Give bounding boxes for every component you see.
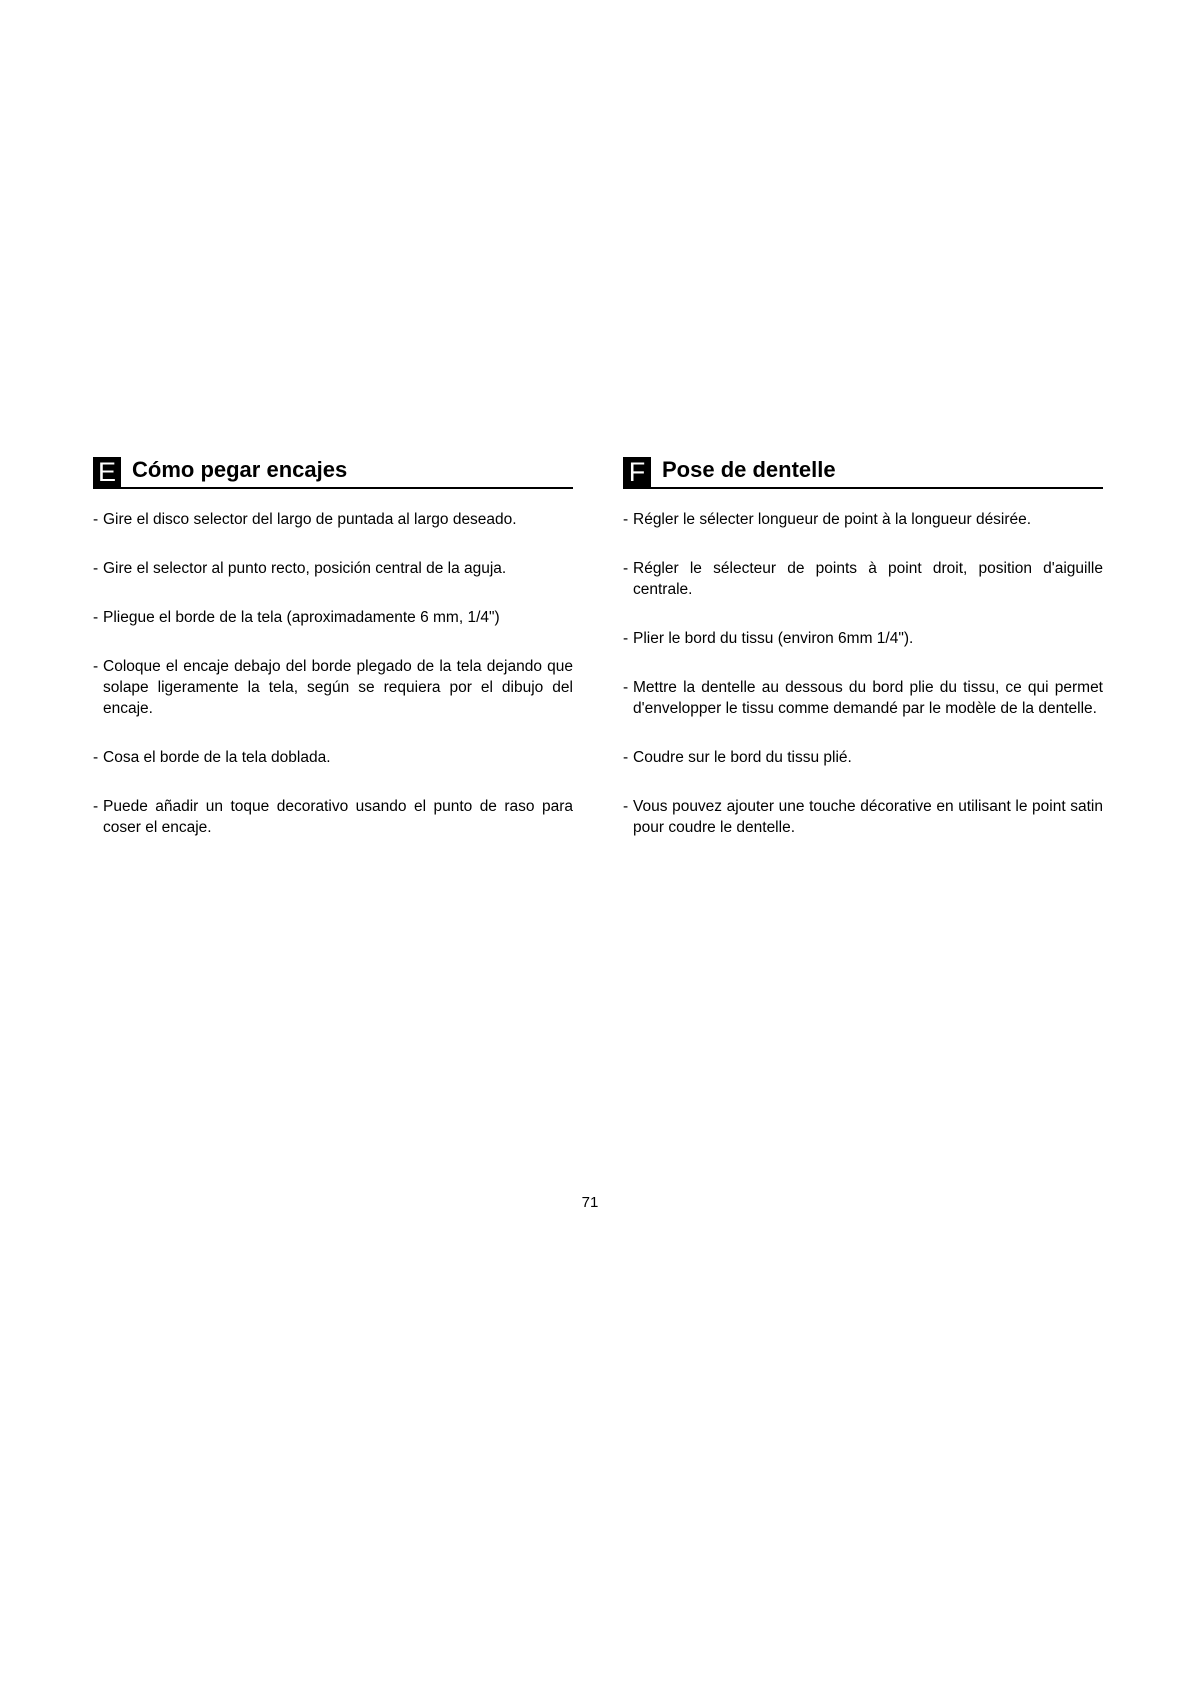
language-badge-e: E	[93, 457, 121, 487]
bullet-dash: -	[623, 630, 629, 647]
step-item	[623, 747, 1103, 768]
step-text: Gire el selector al punto recto, posición central de la aguja.	[103, 560, 507, 577]
section-header-spanish	[93, 457, 573, 489]
step-text: Gire el disco selector del largo de puntada al largo deseado.	[103, 511, 517, 528]
bullet-dash: -	[93, 609, 99, 626]
bullet-dash: -	[623, 679, 629, 696]
section-title-spanish: Cómo pegar encajes	[132, 457, 348, 482]
step-text: Régler le sélecteur de points à point droit, position d'aiguille centrale.	[633, 560, 1103, 598]
step-item	[93, 747, 573, 768]
step-text: Vous pouvez ajouter une touche décorative en utilisant le point satin pour coudre le dentelle.	[633, 798, 1103, 836]
step-item	[93, 509, 573, 530]
step-item	[623, 509, 1103, 530]
section-french	[623, 457, 1103, 866]
step-text: Coloque el encaje debajo del borde plegado de la tela dejando que solape ligeramente la tela, según se requiera por el dibujo del encaje.	[103, 658, 573, 717]
section-title-french: Pose de dentelle	[662, 457, 836, 482]
step-item	[93, 558, 573, 579]
step-text: Coudre sur le bord du tissu plié.	[633, 749, 852, 766]
step-item	[623, 677, 1103, 719]
step-item	[93, 607, 573, 628]
step-list-spanish	[93, 509, 573, 838]
bullet-dash: -	[93, 749, 99, 766]
step-text: Pliegue el borde de la tela (aproximadamente 6 mm, 1/4")	[103, 609, 500, 626]
bullet-dash: -	[93, 798, 99, 815]
bullet-dash: -	[93, 560, 99, 577]
bullet-dash: -	[93, 511, 99, 528]
page-number: 71	[581, 1194, 599, 1211]
step-item	[93, 796, 573, 838]
step-item	[623, 558, 1103, 600]
step-item	[93, 656, 573, 719]
step-text: Mettre la dentelle au dessous du bord plie du tissu, ce qui permet d'envelopper le tissu comme demandé par le modèle de la dentelle.	[633, 679, 1103, 717]
bullet-dash: -	[623, 749, 629, 766]
section-spanish	[93, 457, 573, 866]
bullet-dash: -	[93, 658, 99, 675]
step-item	[623, 628, 1103, 649]
bullet-dash: -	[623, 798, 629, 815]
bullet-dash: -	[623, 560, 629, 577]
step-list-french	[623, 509, 1103, 838]
step-text: Cosa el borde de la tela doblada.	[103, 749, 331, 766]
step-text: Puede añadir un toque decorativo usando el punto de raso para coser el encaje.	[103, 798, 573, 836]
bullet-dash: -	[623, 511, 629, 528]
step-text: Régler le sélecter longueur de point à la longueur désirée.	[633, 511, 1032, 528]
language-badge-f: F	[623, 457, 651, 487]
step-item	[623, 796, 1103, 838]
section-header-french	[623, 457, 1103, 489]
step-text: Plier le bord du tissu (environ 6mm 1/4").	[633, 630, 914, 647]
